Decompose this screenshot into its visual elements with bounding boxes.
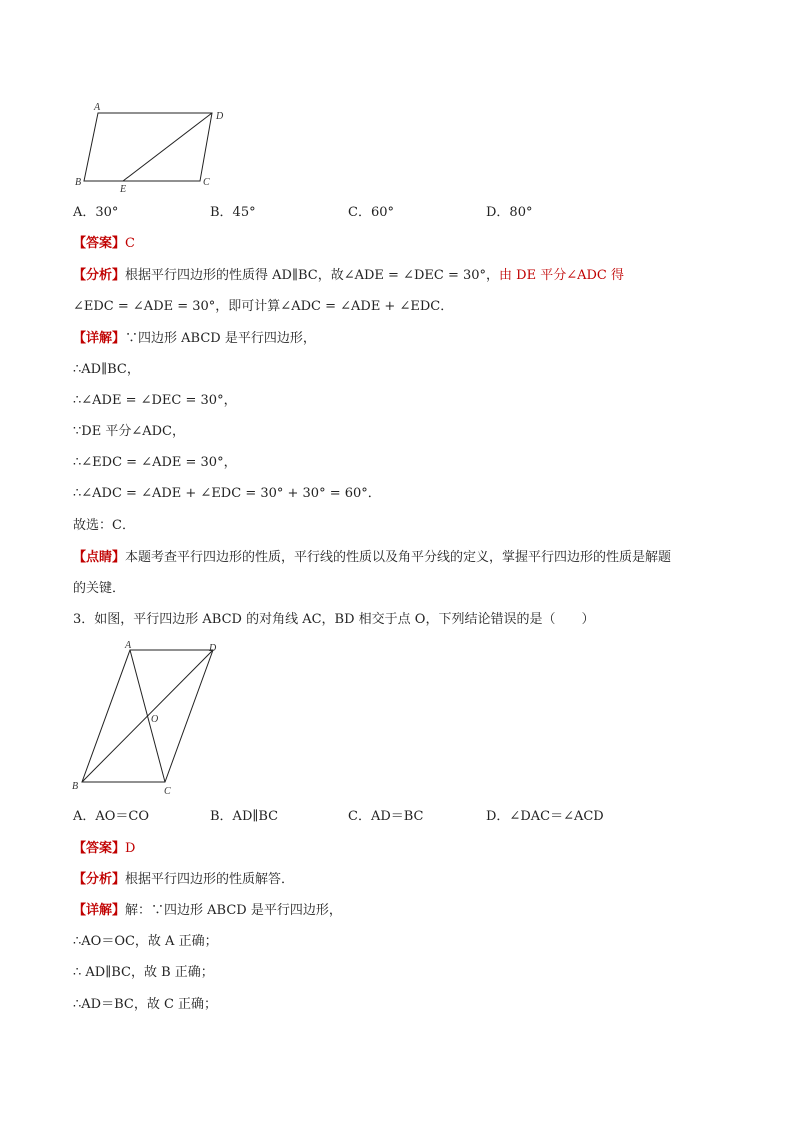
detail-tag: 【详解】 (73, 331, 126, 346)
q2-option-c: C．60° (348, 205, 394, 220)
q2-option-b: B．45° (210, 205, 256, 220)
detail-tag: 【详解】 (73, 903, 126, 918)
answer-value: D (125, 841, 136, 856)
q2-step-3: ∵DE 平分∠ADC， (73, 424, 185, 439)
vertex-label-b: B (75, 177, 82, 188)
q2-step-4: ∴∠EDC = ∠ADE = 30°， (73, 455, 237, 470)
q2-detail (73, 329, 316, 349)
parallelogram-abcd-shape (84, 113, 212, 181)
analysis-text: 根据平行四边形的性质得 AD∥BC，故∠ADE = ∠DEC = 30°， (125, 268, 500, 283)
point-label-o: O (151, 714, 159, 725)
q2-step-1: ∴AD∥BC， (73, 362, 140, 377)
figure-parallelogram-ade (70, 100, 270, 195)
answer-tag: 【答案】 (73, 236, 126, 251)
q2-option-a: A．30° (73, 205, 119, 220)
q3-option-b: B．AD∥BC (210, 809, 279, 824)
q2-analysis (73, 266, 624, 286)
q2-analysis-continued: ∠EDC = ∠ADE = 30°，即可计算∠ADC = ∠ADE + ∠EDC． (73, 299, 454, 314)
q2-option-d: D．80° (486, 205, 533, 220)
q3-answer (73, 839, 135, 859)
answer-tag: 【答案】 (73, 841, 126, 856)
answer-value: C (125, 236, 135, 251)
q3-step-2: ∴ AD∥BC，故 B 正确； (73, 965, 214, 980)
vertex-label-a: A (125, 640, 132, 651)
comment-tag: 【点睛】 (73, 550, 126, 565)
q3-option-d: D．∠DAC＝∠ACD (486, 809, 604, 824)
analysis-text: 根据平行四边形的性质解答． (125, 872, 295, 887)
vertex-label-a: A (94, 102, 101, 113)
q3-detail (73, 901, 342, 921)
q3-step-3: ∴AD＝BC，故 C 正确； (73, 997, 218, 1012)
vertex-label-b: B (72, 781, 79, 792)
q3-analysis (73, 870, 294, 890)
q3-question: 3．如图，平行四边形 ABCD 的对角线 AC，BD 相交于点 O，下列结论错误的是（ ） (73, 612, 595, 627)
vertex-label-d: D (216, 111, 224, 122)
vertex-label-c: C (203, 177, 210, 188)
q2-step-6: 故选：C． (73, 518, 135, 533)
q2-step-2: ∴∠ADE = ∠DEC = 30°， (73, 393, 237, 408)
q3-option-a: A．AO＝CO (73, 809, 150, 824)
vertex-label-c: C (164, 786, 171, 797)
diagonal-bd (82, 650, 213, 782)
detail-text: 解：∵四边形 ABCD 是平行四边形， (125, 903, 342, 918)
q2-comment-continued: 的关键． (73, 581, 126, 596)
figure-parallelogram-diagonals (70, 638, 230, 798)
q3-option-c: C．AD＝BC (348, 809, 424, 824)
analysis-text-highlight: 由 DE 平分∠ADC 得 (499, 268, 624, 283)
vertex-label-d: D (209, 643, 217, 654)
analysis-tag: 【分析】 (73, 872, 126, 887)
q2-step-5: ∴∠ADC = ∠ADE + ∠EDC = 30° + 30° = 60°． (73, 486, 381, 501)
detail-text: ∵四边形 ABCD 是平行四边形， (125, 331, 316, 346)
vertex-label-e: E (120, 184, 127, 195)
q2-answer (73, 234, 135, 254)
analysis-tag: 【分析】 (73, 268, 126, 283)
segment-de (123, 113, 212, 181)
comment-text: 本题考查平行四边形的性质，平行线的性质以及角平分线的定义，掌握平行四边形的性质是解题 (125, 550, 672, 565)
q3-step-1: ∴AO＝OC，故 A 正确； (73, 934, 218, 949)
q2-comment (73, 548, 671, 568)
